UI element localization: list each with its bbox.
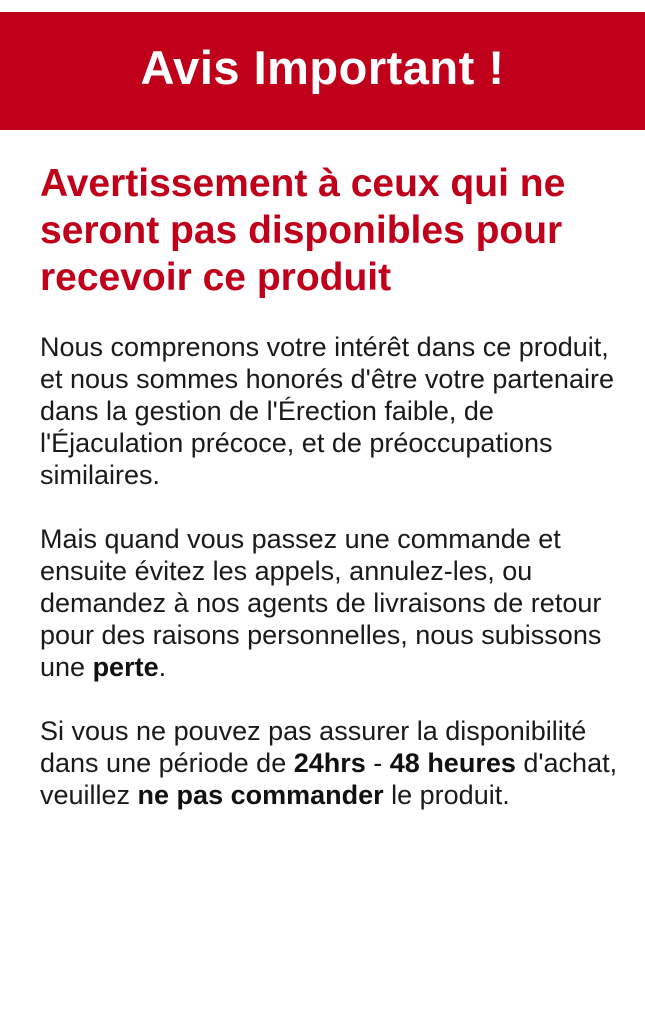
loss-emphasis: perte <box>92 652 159 682</box>
notice-banner <box>0 12 645 130</box>
warning-headline: Avertissement à ceux qui ne seront pas disponibles pour recevoir ce produit <box>40 162 566 299</box>
availability-text-4: le produit. <box>383 780 510 810</box>
paragraph-availability <box>40 715 630 811</box>
availability-text-2: - <box>365 748 390 778</box>
paragraph-loss <box>40 523 630 683</box>
paragraph-interest: Nous comprenons votre intérêt dans ce produit, et nous sommes honorés d'être votre partenaire dans la gestion de l'Érection faible, de l'Éjaculation précoce, et de préoccupations similaires. <box>40 332 614 490</box>
do-not-order-emphasis: ne pas commander <box>137 780 384 810</box>
availability-text-1: Si vous ne pouvez pas assurer la disponibilité dans une période de <box>40 716 587 778</box>
availability-hours-emphasis: 24hrs <box>293 748 366 778</box>
banner-title: Avis Important ! <box>140 40 505 94</box>
paragraph-loss-end: . <box>158 652 167 682</box>
availability-text-3: d'achat, veuillez <box>40 748 618 810</box>
availability-hours-emphasis-2: 48 heures <box>389 748 516 778</box>
paragraph-loss-text: Mais quand vous passez une commande et ensuite évitez les appels, annulez-les, ou demandez à nos agents de livraisons de retour pour des raisons personnelles, nous subissons une <box>40 524 602 682</box>
notice-content <box>40 160 630 843</box>
